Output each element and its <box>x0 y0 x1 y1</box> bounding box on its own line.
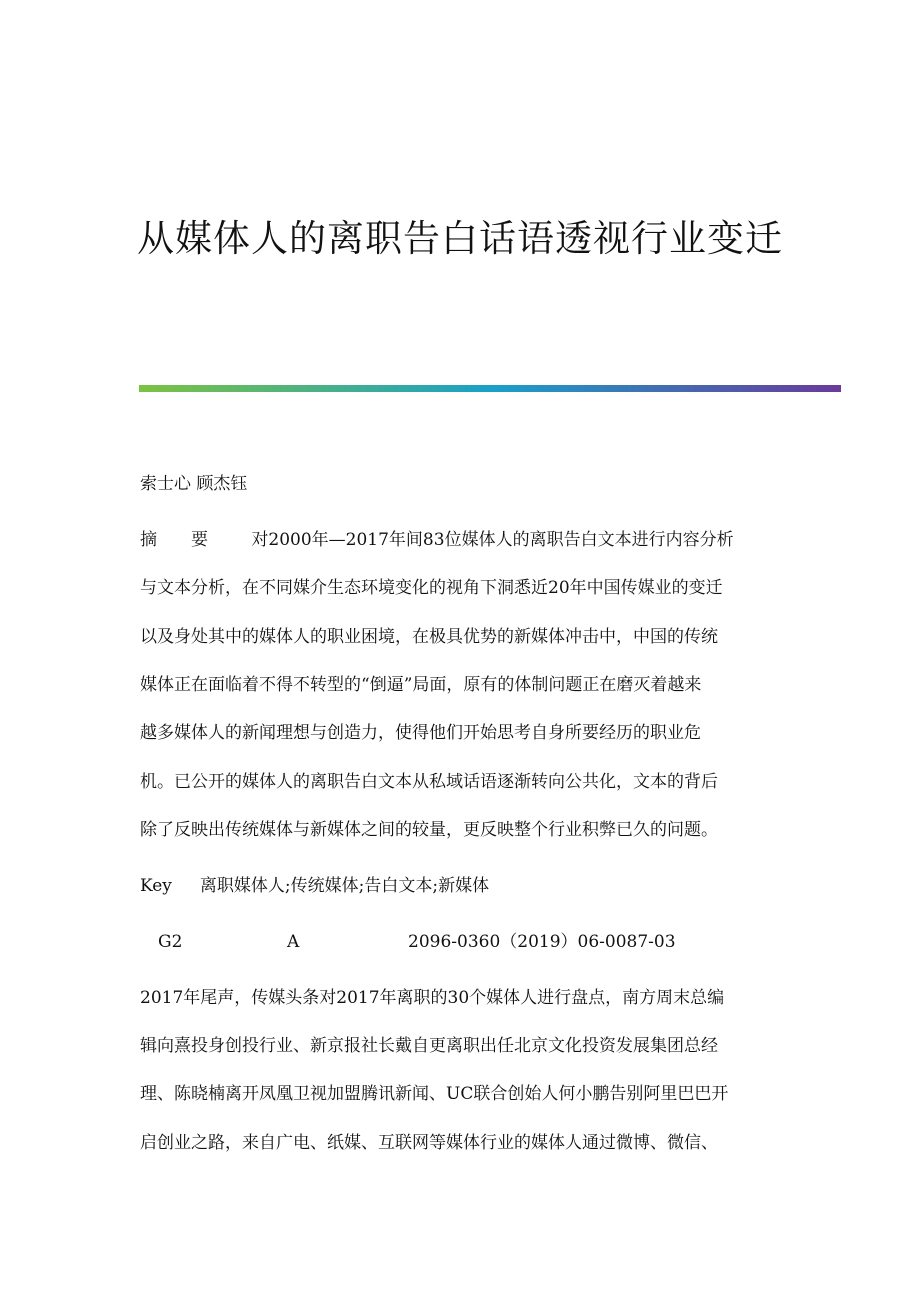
body-line-1: 2017年尾声，传媒头条对2017年离职的30个媒体人进行盘点，南方周末总编 <box>140 988 725 1008</box>
document-title: 从媒体人的离职告白话语透视行业变迁 <box>137 217 783 260</box>
authors: 索士心 顾杰钰 <box>140 474 248 494</box>
abstract-line-2: 与文本分析，在不同媒介生态环境变化的视角下洞悉近20年中国传媒业的变迁 <box>140 578 723 598</box>
body-line-2: 辑向熹投身创投行业、新京报社长戴自更离职出任北京文化投资发展集团总经 <box>140 1036 718 1056</box>
abstract-line-3: 以及身处其中的媒体人的职业困境，在极具优势的新媒体冲击中，中国的传统 <box>140 627 718 647</box>
classification-clc: G2 <box>158 932 183 952</box>
keywords <box>140 874 489 898</box>
abstract-label-char-2: 要 <box>191 530 208 550</box>
title-divider <box>139 385 841 392</box>
body-line-4: 启创业之路，来自广电、纸媒、互联网等媒体行业的媒体人通过微博、微信、 <box>140 1133 718 1153</box>
body-line-3: 理、陈晓楠离开凤凰卫视加盟腾讯新闻、UC联合创始人何小鹏告别阿里巴巴开 <box>140 1084 729 1104</box>
abstract-label <box>140 530 213 550</box>
abstract-line-1 <box>140 528 734 552</box>
keywords-value: 离职媒体人;传统媒体;告白文本;新媒体 <box>199 876 490 896</box>
abstract-line-7: 除了反映出传统媒体与新媒体之间的较量，更反映整个行业积弊已久的问题。 <box>140 820 718 840</box>
abstract-label-char-1: 摘 <box>140 530 157 550</box>
abstract-line-5: 越多媒体人的新闻理想与创造力，使得他们开始思考自身所要经历的职业危 <box>140 723 701 743</box>
classification-doc-code: A <box>287 932 300 952</box>
abstract-line-6: 机。已公开的媒体人的离职告白文本从私域话语逐渐转向公共化，文本的背后 <box>140 772 718 792</box>
classification-article-id: 2096-0360（2019）06-0087-03 <box>408 932 676 952</box>
keywords-label: Key <box>140 876 172 896</box>
abstract-line-4: 媒体正在面临着不得不转型的“倒逼”局面，原有的体制问题正在磨灭着越来 <box>140 675 702 695</box>
abstract-text: 对2000年—2017年间83位媒体人的离职告白文本进行内容分析 <box>251 530 734 550</box>
